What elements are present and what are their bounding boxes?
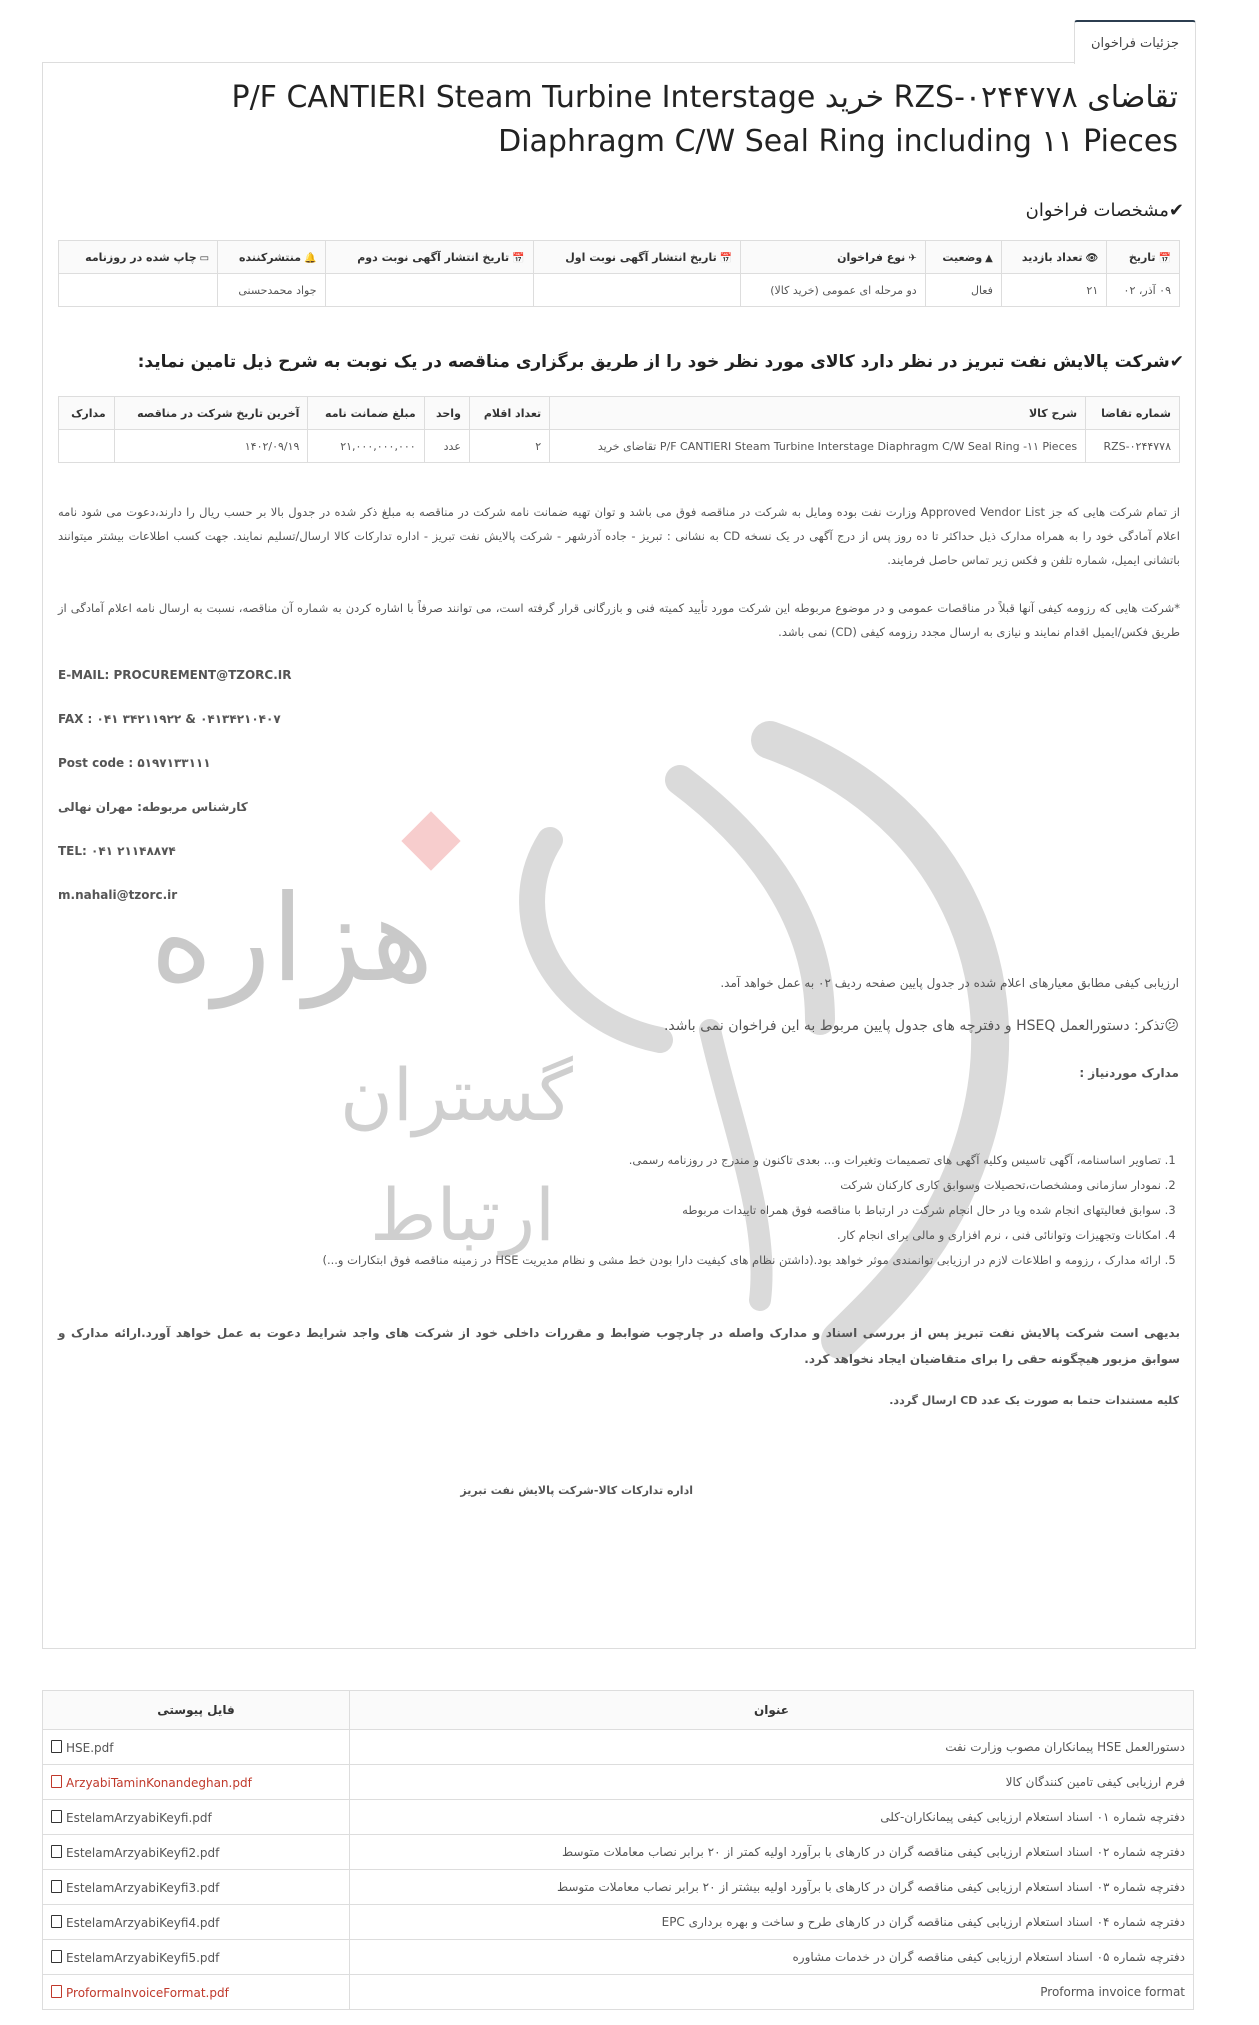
company-heading: ✔شرکت پالایش نفت تبریز در نظر دارد کالای مورد نظر خود را از طریق برگزاری مناقصه در یک نوبت به شرح ذیل تامین نماید: — [137, 352, 1184, 372]
pdf-file-icon — [51, 1950, 62, 1963]
table-cell: فعال — [925, 274, 1001, 307]
final-note: بدیهی است شرکت پالایش نفت تبریز پس از بررسی اسناد و مدارک واصله در چارچوب ضوابط و مقررات داخلی خود از شرکت های واجد شرایط دعوت به عمل خواهد آورد.ارائه مدارک و سوابق مزبور هیچگونه حقی را برای متقاضیان ایجاد نخواهد کرد. — [58, 1326, 1180, 1366]
table-cell: RZS-۰۲۴۴۷۷۸ — [1086, 430, 1180, 463]
list-item: 4. امکانات وتجهیزات وتوانائی فنی ، نرم افزاری و مالی برای انجام کار. — [161, 1223, 1161, 1248]
attachment-filename: ProformaInvoiceFormat.pdf — [66, 1985, 229, 2000]
column-header: آخرین تاریخ شرکت در مناقصه — [114, 397, 308, 430]
watermark-sub-text-2: ارتباط — [370, 1173, 556, 1257]
attachments-table — [42, 1690, 1194, 2010]
attachment-filename: EstelamArzyabiKeyfi5.pdf — [66, 1950, 220, 1965]
column-header-label: تاریخ — [1128, 250, 1156, 264]
column-header — [1107, 241, 1180, 274]
attachment-filename: ArzyabiTaminKonandeghan.pdf — [66, 1775, 252, 1790]
table-cell: جواد محمدحسنی — [218, 274, 325, 307]
header-icon: 📅 — [719, 252, 733, 264]
attachment-filename: EstelamArzyabiKeyfi3.pdf — [66, 1880, 220, 1895]
pdf-file-icon — [51, 1985, 62, 1998]
attachment-title: دستورالعمل HSE پیمانکاران مصوب وزارت نفت — [350, 1730, 1194, 1765]
table-row — [43, 1975, 1194, 2010]
header-icon: 👁 — [1085, 252, 1099, 264]
column-header: مدارک — [59, 397, 115, 430]
header-icon: ▲ — [985, 252, 993, 264]
required-docs-list — [161, 1148, 1179, 1273]
table-cell: دو مرحله ای عمومی (خرید کالا) — [741, 274, 925, 307]
table-cell: ۱۴۰۲/۰۹/۱۹ — [114, 430, 308, 463]
attachment-file-cell — [43, 1730, 350, 1765]
prequalified-paragraph: *شرکت هایی که رزومه کیفی آنها قبلاً در مناقصات عمومی و در موضوع مربوطه این شرکت مورد تأیید کمیته فنی و بازرگانی قرار گرفته است، می توانند صرفاً با اشاره کردن به شماره آن مناقصه، نسبت به ارسال نامه اعلام آمادگی از طریق فکس/ایمیل اقدام نمایند و نیازی به ارسال مجدد رزومه کیفی (CD) نمی باشد. — [58, 601, 1180, 639]
pdf-file-icon — [51, 1740, 62, 1753]
watermark-sub-text: گستران — [340, 1053, 573, 1137]
attachment-filename: EstelamArzyabiKeyfi.pdf — [66, 1810, 212, 1825]
table-row — [43, 1905, 1194, 1940]
attachment-link[interactable] — [51, 1951, 219, 1965]
column-header-label: نوع فراخوان — [837, 250, 906, 264]
column-header: شرح کالا — [550, 397, 1086, 430]
column-header — [1001, 241, 1106, 274]
page-title: تقاضای RZS-۰۲۴۴۷۷۸ خرید P/F CANTIERI Steam Turbine Interstage Diaphragm C/W Seal Ring including ۱۱ Pieces — [231, 80, 1178, 159]
attachment-filename: EstelamArzyabiKeyfi4.pdf — [66, 1915, 220, 1930]
column-header-label: تعداد بازدید — [1021, 250, 1083, 264]
attachment-title: دفترچه شماره ۰۲ اسناد استعلام ارزیابی کیفی مناقصه گران در کارهای با برآورد اولیه کمتر از ۲۰ برابر نصاب معاملات متوسط — [350, 1835, 1194, 1870]
table-row — [43, 1940, 1194, 1975]
contact-tel: TEL: ۰۴۱ ۲۱۱۴۸۸۷۴ — [58, 844, 176, 858]
emoji-icon: 😕 — [1164, 1018, 1179, 1034]
attachment-link[interactable] — [51, 1881, 219, 1895]
column-header: مبلغ ضمانت نامه — [308, 397, 424, 430]
attachment-title: دفترچه شماره ۰۴ اسناد استعلام ارزیابی کیفی مناقصه گران در کارهای طرح و ساخت و بهره برداری EPC — [350, 1905, 1194, 1940]
header-icon: 📅 — [512, 252, 525, 264]
header-icon: ✈ — [908, 252, 917, 264]
attachment-file-cell — [43, 1870, 350, 1905]
watermark-main-text: هزاره — [150, 870, 434, 1009]
pdf-file-icon — [51, 1845, 62, 1858]
contact-email: E-MAIL: PROCUREMENT@TZORC.IR — [58, 668, 292, 682]
table-cell: ۲۱,۰۰۰,۰۰۰,۰۰۰ — [308, 430, 424, 463]
attachment-link[interactable] — [51, 1916, 219, 1930]
attachment-title: دفترچه شماره ۰۵ اسناد استعلام ارزیابی کیفی مناقصه گران در خدمات مشاوره — [350, 1940, 1194, 1975]
attachment-file-cell — [43, 1940, 350, 1975]
pdf-file-icon — [51, 1775, 62, 1788]
table-cell: ۰۹ آذر، ۰۲ — [1107, 274, 1180, 307]
attachment-title: Proforma invoice format — [350, 1975, 1194, 2010]
table-cell — [533, 274, 741, 307]
attachment-file-cell — [43, 1800, 350, 1835]
table-row — [59, 430, 1180, 463]
table-cell — [325, 274, 533, 307]
reminder-note — [664, 1018, 1179, 1034]
tab-call-details[interactable]: جزئیات فراخوان — [1074, 20, 1196, 64]
attachment-link[interactable] — [51, 1741, 114, 1755]
invitation-paragraph: از تمام شرکت هایی که جز Approved Vendor List وزارت نفت بوده ومایل به شرکت در مناقصه فوق می باشد و توان تهیه ضمانت نامه شرکت در مناقصه به مبلغ ذکر شده در جدول بالا بر حسب ریال را دارند،دعوت می شود نامه اعلام آمادگی خود را به همراه مدارک ذیل حداکثر تا ده روز پس از درج آگهی در یک نسخه CD به نشانی : تبریز - جاده آذرشهر - شرکت پالایش نفت تبریز - اداره تدارکات کالا ارسال/تسلیم نمایند. جهت کسب اطلاعات بیشتر میتوانند باتشانی ایمیل، شماره تلفن و فکس زیر تماس حاصل فرمایند. — [58, 505, 1180, 567]
docs-heading: مدارک موردنیاز : — [1079, 1066, 1179, 1080]
attachment-file-cell — [43, 1765, 350, 1800]
column-header — [325, 241, 533, 274]
specs-table — [58, 240, 1180, 307]
attachment-link[interactable] — [51, 1846, 219, 1860]
cd-note: کلیه مستندات حتما به صورت یک عدد CD ارسال گردد. — [889, 1394, 1179, 1407]
evaluation-note: ارزیابی کیفی مطابق معیارهای اعلام شده در جدول پایین صفحه ردیف ۰۲ به عمل خواهد آمد. — [720, 976, 1179, 990]
list-item: 1. تصاویر اساسنامه، آگهی تاسیس وکلیه آگهی های تصمیمات وتغیرات و... بعدی تاکنون و مندرج در روزنامه رسمی. — [161, 1148, 1161, 1173]
column-header-title: عنوان — [350, 1691, 1194, 1730]
signature: اداره تدارکات کالا-شرکت پالایش نفت تبریز — [460, 1484, 693, 1497]
column-header — [218, 241, 325, 274]
column-header-label: چاپ شده در روزنامه — [85, 250, 197, 264]
column-header — [925, 241, 1001, 274]
attachment-title: دفترچه شماره ۰۱ اسناد استعلام ارزیابی کیفی پیمانکاران-کلی — [350, 1800, 1194, 1835]
attachment-file-cell — [43, 1905, 350, 1940]
header-icon: 📅 — [1158, 252, 1171, 264]
attachment-link[interactable] — [51, 1811, 212, 1825]
table-cell: عدد — [424, 430, 469, 463]
watermark-logo — [120, 700, 1020, 1400]
table-cell: ۲۱ — [1001, 274, 1106, 307]
column-header — [533, 241, 741, 274]
attachment-link[interactable] — [51, 1986, 229, 2000]
pdf-file-icon — [51, 1915, 62, 1928]
table-row — [43, 1765, 1194, 1800]
column-header: واحد — [424, 397, 469, 430]
table-row — [43, 1730, 1194, 1765]
column-header — [59, 241, 218, 274]
table-cell: ۲ — [469, 430, 549, 463]
attachment-title: فرم ارزیابی کیفی تامین کنندگان کالا — [350, 1765, 1194, 1800]
pdf-file-icon — [51, 1880, 62, 1893]
attachment-file-cell — [43, 1835, 350, 1870]
table-row — [43, 1870, 1194, 1905]
attachment-title: دفترچه شماره ۰۳ اسناد استعلام ارزیابی کیفی مناقصه گران در کارهای با برآورد اولیه بیشتر از ۲۰ برابر نصاب معاملات متوسط — [350, 1870, 1194, 1905]
attachment-filename: HSE.pdf — [66, 1740, 114, 1755]
table-cell — [59, 274, 218, 307]
table-row — [43, 1800, 1194, 1835]
table-cell — [59, 430, 115, 463]
header-icon: ▭ — [199, 252, 210, 264]
attachment-link[interactable] — [51, 1776, 252, 1790]
column-header-label: تاریخ انتشار آگهی نوبت دوم — [357, 250, 510, 264]
specs-heading: ✔مشخصات فراخوان — [1025, 200, 1184, 221]
list-item: 2. نمودار سازمانی ومشخصات،تحصیلات وسوابق کاری کارکنان شرکت — [161, 1173, 1161, 1198]
contact-postcode: Post code : ۵۱۹۷۱۳۳۱۱۱ — [58, 756, 211, 770]
table-cell: تقاضای خرید P/F CANTIERI Steam Turbine Interstage Diaphragm C/W Seal Ring -۱۱ Pieces — [550, 430, 1086, 463]
table-row — [43, 1835, 1194, 1870]
column-header-file: فایل پیوستی — [43, 1691, 350, 1730]
contact-expert: کارشناس مربوطه: مهران نهالی — [58, 800, 248, 814]
items-table — [58, 396, 1180, 463]
contact-fax: FAX : ۰۴۱ ۳۴۲۱۱۹۲۲ & ۰۴۱۳۴۲۱۰۴۰۷ — [58, 712, 281, 726]
table-row — [59, 274, 1180, 307]
list-item: 3. سوابق فعالیتهای انجام شده ویا در حال انجام شرکت در ارتباط با مناقصه فوق همراه تاییدات مربوطه — [161, 1198, 1161, 1223]
column-header: شماره تقاضا — [1086, 397, 1180, 430]
pdf-file-icon — [51, 1810, 62, 1823]
header-icon: 🔔 — [304, 252, 317, 264]
column-header-label: تاریخ انتشار آگهی نوبت اول — [565, 250, 717, 264]
contact-email-2[interactable]: m.nahali@tzorc.ir — [58, 888, 178, 902]
attachment-filename: EstelamArzyabiKeyfi2.pdf — [66, 1845, 220, 1860]
column-header-label: منتشرکننده — [239, 250, 302, 264]
column-header — [741, 241, 925, 274]
list-item: 5. ارائه مدارک ، رزومه و اطلاعات لازم در ارزیابی توانمندی موثر خواهد بود.(داشتن نظام های کیفیت دارا بودن خط مشی و نظام مدیریت HSE در زمینه مناقصه فوق ابتکارات و...) — [161, 1248, 1161, 1273]
column-header: تعداد اقلام — [469, 397, 549, 430]
column-header-label: وضعیت — [942, 250, 983, 264]
attachment-file-cell — [43, 1975, 350, 2010]
reminder-text: تذکر: دستورالعمل HSEQ و دفترچه های جدول پایین مربوط به این فراخوان نمی باشد. — [663, 1018, 1165, 1034]
